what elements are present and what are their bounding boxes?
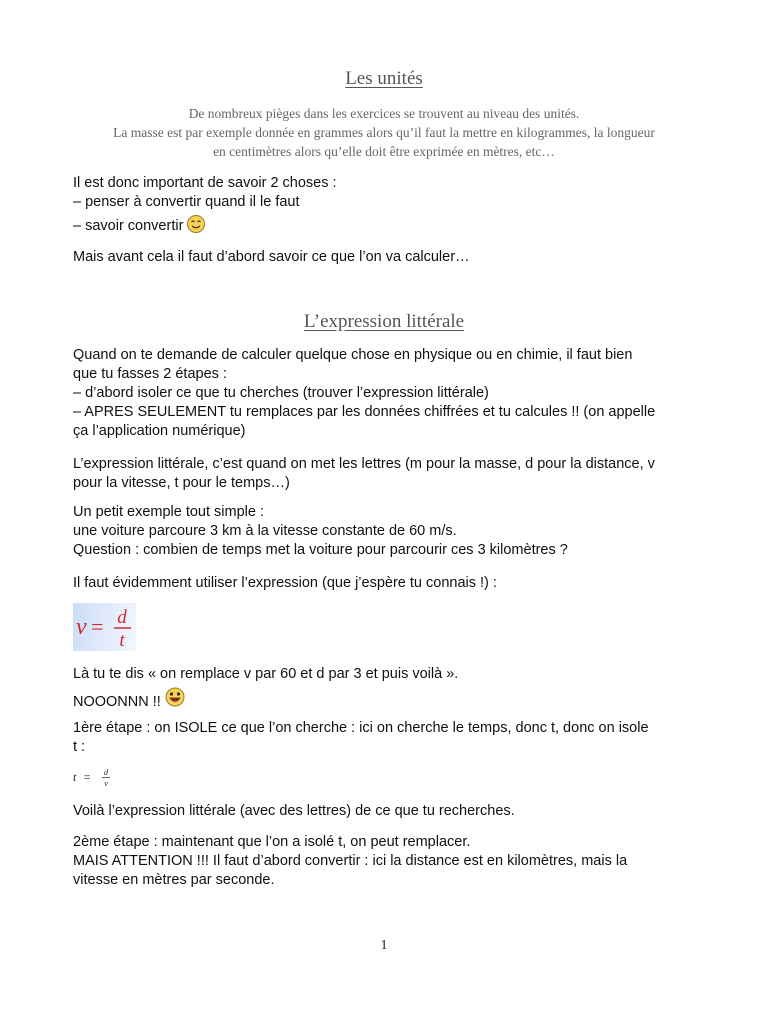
intro-line: De nombreux pièges dans les exercices se trouvent au niveau des unités.	[188, 106, 580, 121]
paragraph-line: pour la vitesse, t pour le temps…)	[73, 475, 290, 491]
paragraph-line: Il faut évidemment utiliser l’expression (que j’espère tu connais !) :	[73, 575, 497, 591]
paragraph-line: Question : combien de temps met la voiture pour parcourir ces 3 kilomètres ?	[73, 542, 568, 558]
paragraph-line: vitesse en mètres par seconde.	[73, 872, 275, 888]
body-line: – penser à convertir quand il le faut	[73, 194, 300, 210]
formula-equals: =	[91, 614, 104, 639]
laughing-emoticon-icon	[164, 686, 186, 714]
formula-small-equals: =	[83, 770, 92, 784]
paragraph-line: – APRES SEULEMENT tu remplaces par les données chiffrées et tu calcules !! (on appelle	[73, 404, 656, 420]
intro-line: La masse est par exemple donnée en grammes alors qu’il faut la mettre en kilogrammes, la longueur	[113, 125, 655, 140]
section-title-units: Les unités	[345, 68, 423, 89]
smile-emoticon-icon	[186, 214, 206, 240]
exclamation-line	[73, 686, 186, 714]
units-intro	[60, 104, 708, 161]
exclamation-text: NOOONNN !!	[73, 694, 161, 710]
paragraph-line: Là tu te dis « on remplace v par 60 et d par 3 et puis voilà ».	[73, 666, 459, 682]
paragraph-line: ça l’application numérique)	[73, 423, 246, 439]
paragraph-line: Un petit exemple tout simple :	[73, 504, 265, 520]
formula-small-lhs: t	[73, 770, 77, 784]
body-line-text: – savoir convertir	[73, 218, 184, 234]
page-number: 1	[380, 938, 388, 953]
section-title-literal-expression: L’expression littérale	[303, 311, 465, 332]
formula-small-denominator: v	[104, 779, 108, 788]
formula-velocity	[73, 603, 136, 651]
paragraph-line: – d’abord isoler ce que tu cherches (trouver l’expression littérale)	[73, 385, 489, 401]
formula-time	[73, 766, 117, 796]
paragraph-line: 1ère étape : on ISOLE ce que l’on cherche : ici on cherche le temps, donc t, donc on isole	[73, 720, 649, 736]
paragraph-line: une voiture parcoure 3 km à la vitesse constante de 60 m/s.	[73, 523, 457, 539]
body-line-with-smiley	[73, 214, 206, 240]
formula-denominator: t	[119, 630, 125, 651]
intro-line: en centimètres alors qu’elle doit être exprimée en mètres, etc…	[213, 144, 555, 159]
paragraph-line: L’expression littérale, c’est quand on met les lettres (m pour la masse, d pour la distance, v	[73, 456, 655, 472]
formula-numerator: d	[117, 607, 127, 628]
body-line: Il est donc important de savoir 2 choses :	[73, 175, 337, 191]
formula-lhs: v	[76, 614, 87, 640]
formula-small-numerator: d	[104, 768, 108, 777]
paragraph-line: Quand on te demande de calculer quelque chose en physique ou en chimie, il faut bien	[73, 347, 633, 363]
paragraph-line: t :	[73, 739, 86, 755]
paragraph-line: MAIS ATTENTION !!! Il faut d’abord convertir : ici la distance est en kilomètres, mais la	[73, 853, 628, 869]
paragraph-line: que tu fasses 2 étapes :	[73, 366, 227, 382]
paragraph-line: 2ème étape : maintenant que l’on a isolé t, on peut remplacer.	[73, 834, 471, 850]
paragraph-line: Voilà l’expression littérale (avec des lettres) de ce que tu recherches.	[73, 803, 515, 819]
body-line: Mais avant cela il faut d’abord savoir ce que l’on va calculer…	[73, 249, 470, 265]
